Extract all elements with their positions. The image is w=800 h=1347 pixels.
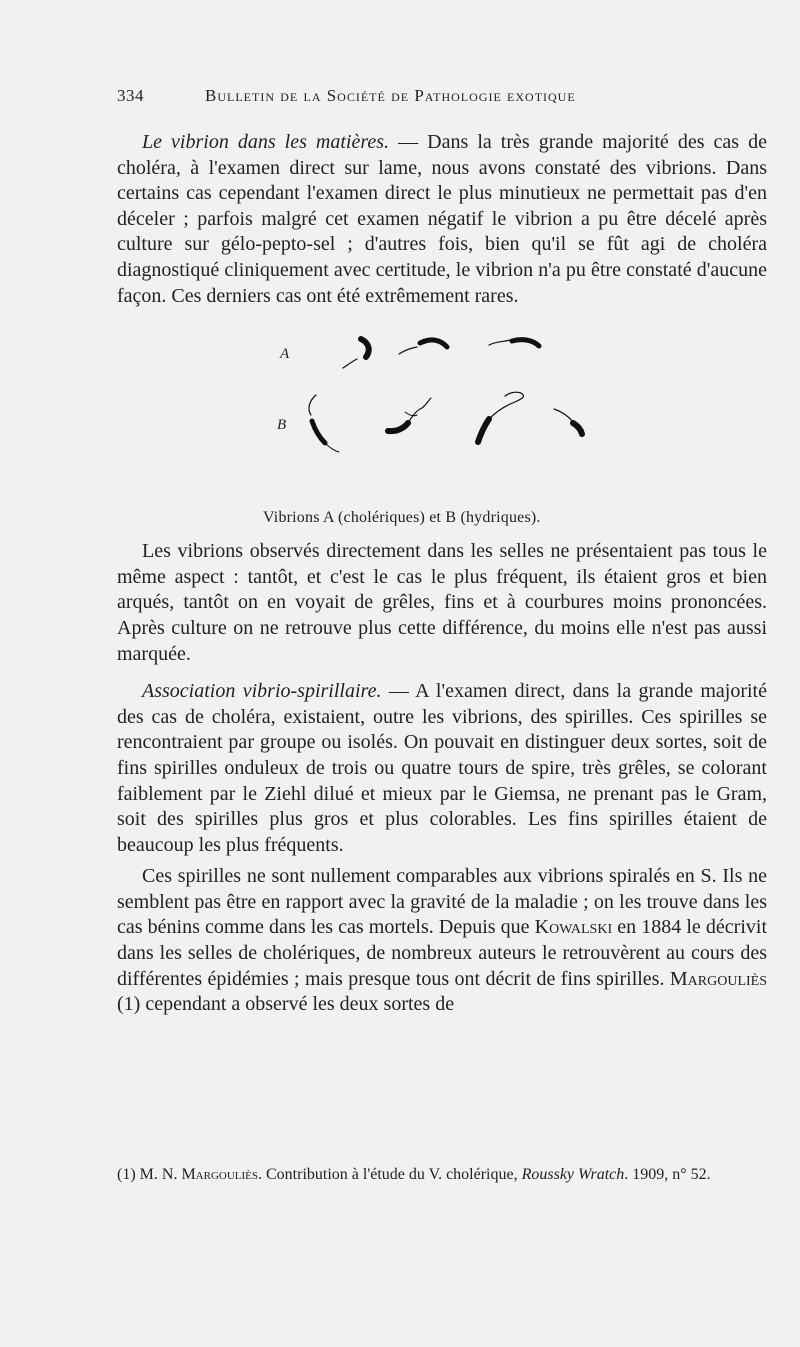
paragraph-text-part: Ces spirilles ne sont nullement comparables aux vibrions spiralés en S. Ils ne semblent pas être en rapport avec la gravité de la maladie ; on les trouve dans les cas bénins comme dans les cas mortels. Depuis que: [117, 865, 767, 939]
body-text: [117, 130, 767, 1018]
paragraph-text: Dans la très grande majorité des cas de choléra, à l'examen direct sur lame, nous avons constaté des vibrions. Dans certains cas cependant l'examen direct le plus minutieux ne permettait pas d'en déceler ; parfois malgré cet examen négatif le vibrion a pu être décelé après culture sur gélo-pepto-sel ; d'autres fois, bien qu'il se fût agi de choléra diagnostiqué cliniquement avec certitude, le vibrion n'a pu être constaté d'aucune façon. Ces derniers cas ont été extrêmement rares.: [117, 131, 768, 307]
vibrion-b1: [309, 395, 339, 452]
figure-label-a: A: [280, 346, 290, 363]
footnote-author: Margouliès: [181, 1166, 258, 1183]
vibrion-a3: [489, 340, 539, 346]
section-heading-vibrion: Le vibrion dans les matières.: [142, 131, 390, 153]
paragraph-text: A l'examen direct, dans la grande majorité des cas de choléra, existaient, outre les vibrions, des spirilles. Ces spirilles se rencontraient par groupe ou isolés. On pouvait en distinguer deux sortes, soit de fins spirilles onduleux de trois ou quatre tours de spire, très grêles, se colorant faiblement par le Ziehl dilué et mieux par le Giemsa, ne prenant pas le Gram, soit des spirilles plus gros et plus colorables. Les fins spirilles étaient de beaucoup les plus fréquents.: [117, 680, 767, 856]
figure-caption: Vibrions A (cholériques) et B (hydriques).: [263, 509, 541, 527]
vibrion-illustration: [117, 335, 767, 505]
vibrion-b4: [554, 409, 582, 434]
footnote-marker: (1) M. N.: [117, 1166, 182, 1183]
vibrion-a1: [343, 339, 369, 368]
section-heading-association: Association vibrio-spirillaire.: [142, 680, 382, 703]
vibrions-b-group: [309, 392, 582, 452]
running-title: Bulletin de la Société de Pathologie exotique: [205, 86, 576, 105]
paragraph-association-vibrio-spirillaire: [117, 679, 767, 858]
footnote-reference: . 1909, n° 52.: [624, 1166, 711, 1183]
paragraph-vibrion-matieres: [117, 130, 767, 309]
author-name: Kowalski: [534, 916, 613, 939]
vibrion-b2: [388, 398, 431, 431]
page-header: [117, 86, 777, 112]
heading-dash: —: [381, 680, 416, 703]
paragraph-spirilles: [117, 864, 767, 1018]
page-number: 334: [117, 86, 144, 105]
paragraph-text-part: en 1884 le décrivit dans les selles de cholériques, de nombreux auteurs le retrouvèrent au cours des différentes épidémies ; mais presque tous ont décrit de fins spirilles.: [117, 916, 767, 990]
vibrion-figure: [117, 335, 767, 539]
footnote: [117, 1164, 767, 1186]
figure-label-b: B: [277, 417, 287, 434]
vibrion-a2: [399, 340, 447, 354]
author-name: Margouliès: [669, 967, 767, 990]
vibrion-b3: [478, 392, 523, 442]
vibrions-a-group: [343, 339, 539, 368]
paragraph-aspect-vibrions: Les vibrions observés directement dans les selles ne présentaient pas tous le même aspect : tantôt, et c'est le cas le plus fréquent, ils étaient gros et bien arqués, tantôt on en voyait de grêles, fins et à courbures moins prononcées. Après culture on ne retrouve plus cette différence, du moins elle n'est pas aussi marquée.: [117, 540, 767, 665]
paragraph-text-part: (1) cependant a observé les deux sortes de: [117, 993, 455, 1016]
footnote-journal: Roussky Wratch: [521, 1166, 625, 1183]
heading-dash: —: [389, 131, 428, 153]
footnote-text: . Contribution à l'étude du V. cholérique,: [258, 1166, 522, 1183]
